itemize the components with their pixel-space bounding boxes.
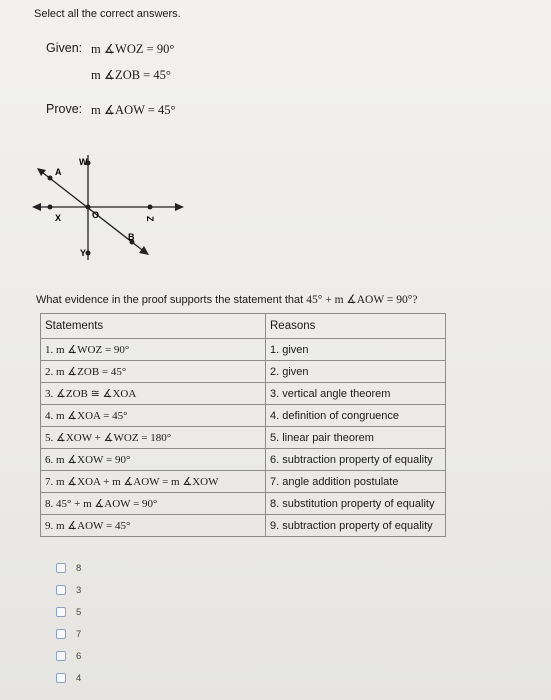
- choice-option[interactable]: [56, 560, 81, 576]
- reason-cell: 3. vertical angle theorem: [266, 383, 446, 405]
- statement-cell: 8. 45° + m ∡AOW = 90°: [41, 493, 266, 515]
- choice-label: 5: [76, 606, 82, 618]
- question-text: [36, 292, 417, 306]
- arrow-b-icon: [139, 246, 149, 255]
- label-w: W: [79, 157, 88, 167]
- table-row: [41, 339, 446, 361]
- table-row: [41, 427, 446, 449]
- checkbox[interactable]: [56, 629, 66, 639]
- table-row: [41, 361, 446, 383]
- instruction-text: Select all the correct answers.: [34, 8, 181, 20]
- label-o: O: [92, 210, 100, 220]
- choice-option[interactable]: [56, 582, 81, 598]
- point-x: [48, 205, 53, 210]
- label-b: B: [128, 232, 135, 242]
- choice-option[interactable]: [56, 670, 81, 686]
- reason-cell: 8. substitution property of equality: [266, 493, 446, 515]
- reason-cell: 6. subtraction property of equality: [266, 449, 446, 471]
- point-o: [86, 205, 91, 210]
- statement-cell: 5. ∡XOW + ∡WOZ = 180°: [41, 427, 266, 449]
- choice-option[interactable]: [56, 604, 81, 620]
- statement-cell: 1. m ∡WOZ = 90°: [41, 339, 266, 361]
- reason-cell: 7. angle addition postulate: [266, 471, 446, 493]
- question-prefix: What evidence in the proof supports the statement that: [36, 294, 307, 306]
- checkbox[interactable]: [56, 651, 66, 661]
- choice-option[interactable]: [56, 626, 81, 642]
- table-row: [41, 471, 446, 493]
- prove-line: m ∡AOW = 45°: [91, 103, 176, 117]
- proof-table: [40, 313, 446, 537]
- arrow-left-icon: [32, 203, 41, 211]
- label-x: X: [55, 213, 62, 223]
- statement-cell: 7. m ∡XOA + m ∡AOW = m ∡XOW: [41, 471, 266, 493]
- choice-label: 8: [76, 562, 82, 574]
- checkbox[interactable]: [56, 563, 66, 573]
- statement-cell: 4. m ∡XOA = 45°: [41, 405, 266, 427]
- checkbox[interactable]: [56, 607, 66, 617]
- reason-cell: 1. given: [266, 339, 446, 361]
- statement-cell: 3. ∡ZOB ≅ ∡XOA: [41, 383, 266, 405]
- choice-label: 3: [76, 584, 82, 596]
- reasons-header: Reasons: [266, 314, 446, 339]
- choice-option[interactable]: [56, 648, 81, 664]
- given-line-2: m ∡ZOB = 45°: [91, 68, 171, 82]
- checkbox[interactable]: [56, 673, 66, 683]
- table-row: [41, 383, 446, 405]
- point-a: [48, 176, 53, 181]
- table-row: [41, 449, 446, 471]
- reason-cell: 9. subtraction property of equality: [266, 515, 446, 537]
- table-row: [41, 493, 446, 515]
- choice-label: 6: [76, 650, 82, 662]
- label-z: Z: [145, 216, 155, 222]
- table-row: [41, 405, 446, 427]
- reason-cell: 2. given: [266, 361, 446, 383]
- choice-label: 7: [76, 628, 82, 640]
- statement-cell: 2. m ∡ZOB = 45°: [41, 361, 266, 383]
- statement-cell: 6. m ∡XOW = 90°: [41, 449, 266, 471]
- reason-cell: 5. linear pair theorem: [266, 427, 446, 449]
- question-math: 45° + m ∡AOW = 90°?: [306, 294, 418, 306]
- statements-header: Statements: [41, 314, 266, 339]
- label-a: A: [55, 167, 62, 177]
- arrow-right-icon: [175, 203, 184, 211]
- checkbox[interactable]: [56, 585, 66, 595]
- point-z: [148, 205, 153, 210]
- table-row: [41, 515, 446, 537]
- prove-label: Prove:: [46, 102, 83, 116]
- geometry-diagram: [28, 145, 198, 275]
- choice-label: 4: [76, 672, 82, 684]
- statement-cell: 9. m ∡AOW = 45°: [41, 515, 266, 537]
- reason-cell: 4. definition of congruence: [266, 405, 446, 427]
- given-line-1: m ∡WOZ = 90°: [91, 42, 175, 56]
- label-y: Y: [80, 248, 87, 258]
- table-header-row: [41, 314, 446, 339]
- given-label: Given:: [46, 41, 83, 55]
- point-y: [86, 251, 91, 256]
